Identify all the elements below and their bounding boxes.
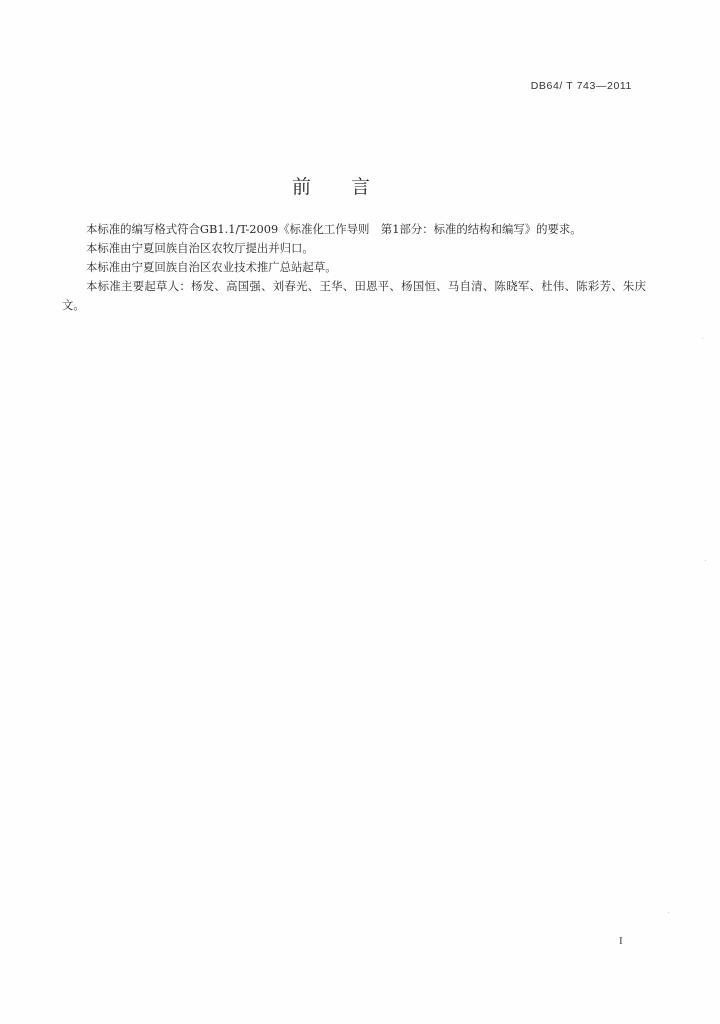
paragraph-proposed-by: 本标准由宁夏回族自治区农牧厅提出并归口。 — [86, 241, 314, 255]
scan-speck — [668, 912, 669, 913]
foreword-body — [62, 220, 646, 315]
page-title: 前言 — [291, 175, 410, 198]
scan-speck — [702, 338, 703, 339]
standard-code: DB64/ T 743—2011 — [530, 80, 632, 92]
paragraph-drafters: 本标准主要起草人：杨发、高国强、刘春光、王华、田恩平、杨国恒、马自清、陈晓军、杜伟、陈彩芳、朱庆文。 — [62, 279, 646, 312]
scan-speck — [705, 560, 706, 561]
paragraph-format-compliance: 本标准的编写格式符合GB1.1/T-2009《标准化工作导则 第1部分：标准的结构和编写》的要求。 — [86, 222, 582, 236]
page-number: I — [619, 935, 623, 947]
paragraph-drafted-by: 本标准由宁夏回族自治区农业技术推广总站起草。 — [86, 260, 337, 274]
